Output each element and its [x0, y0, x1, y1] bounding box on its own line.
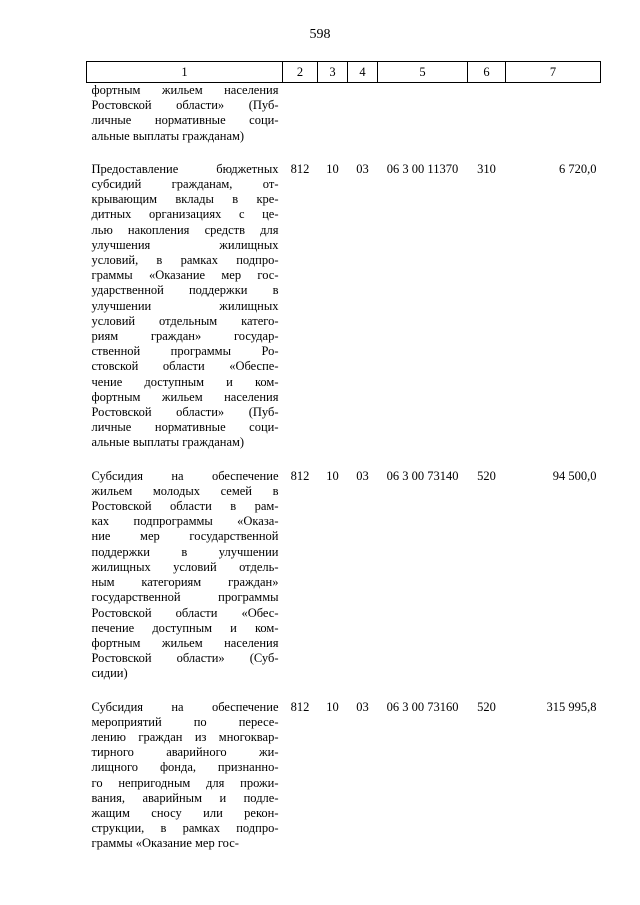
header-col-6: 6	[468, 62, 506, 83]
budget-table	[86, 61, 601, 852]
description-line: Субсидия на обеспечение	[91, 468, 279, 483]
table-body	[87, 83, 601, 852]
description-line: Ростовской области «Обес-	[91, 605, 279, 620]
cell-subsection-code: 03	[356, 468, 369, 483]
description-line: личные нормативные соци-	[91, 113, 279, 128]
row-description	[87, 83, 283, 144]
description-line: Ростовской области в рам-	[91, 499, 279, 514]
table-header-row	[87, 62, 601, 83]
cell-amount: 315 995,8	[546, 699, 597, 714]
description-line: чение доступным и ком-	[91, 374, 279, 389]
description-line: лению граждан из многоквар-	[91, 729, 279, 744]
description-line: условий, в рамках подпро-	[91, 253, 279, 268]
header-col-1: 1	[87, 62, 283, 83]
description-line: крывающим вклады в кре-	[91, 192, 279, 207]
description-line: стовской области «Обеспе-	[91, 359, 279, 374]
description-line: жильем молодых семей в	[91, 483, 279, 498]
description-line: лью накопления средств для	[91, 222, 279, 237]
description-line: субсидий гражданам, от-	[91, 177, 279, 192]
cell-section-code: 10	[326, 468, 339, 483]
description-line: фортным жильем населения	[91, 635, 279, 650]
cell-amount	[506, 83, 601, 144]
description-line: тирного аварийного жи-	[91, 745, 279, 760]
header-col-5: 5	[378, 62, 468, 83]
description-line: фортным жильем населения	[91, 83, 279, 97]
header-col-3: 3	[318, 62, 348, 83]
description-line: условий отдельным катего-	[91, 313, 279, 328]
description-line: Предоставление бюджетных	[91, 161, 279, 176]
description-line: жилищных условий отдель-	[91, 559, 279, 574]
page-number: 598	[309, 27, 331, 42]
table-row	[87, 700, 601, 852]
description-line: улучшения жилищных	[91, 237, 279, 252]
description-line: ственной программы Ро-	[91, 344, 279, 359]
table-row	[87, 469, 601, 682]
description-line: Субсидия на обеспечение	[91, 699, 279, 714]
cell-section-code: 10	[326, 699, 339, 714]
cell-subsection-code	[348, 83, 378, 144]
cell-target-article-code: 06 3 00 73160	[386, 699, 459, 714]
description-line: Ростовской области» (Пуб-	[91, 405, 279, 420]
cell-ministry-code	[283, 83, 318, 144]
cell-expense-type-code	[468, 83, 506, 144]
row-description	[87, 469, 283, 682]
description-line: улучшении жилищных	[91, 298, 279, 313]
description-line: ударственной поддержки в	[91, 283, 279, 298]
table-row	[87, 162, 601, 451]
description-line: жащим сносу или рекон-	[91, 805, 279, 820]
cell-amount: 94 500,0	[552, 468, 597, 483]
description-line: альные выплаты гражданам)	[91, 435, 245, 450]
cell-section-code	[318, 83, 348, 144]
description-line: Ростовской области» (Пуб-	[91, 98, 279, 113]
description-line: ным категориям граждан»	[91, 575, 279, 590]
cell-section-code: 10	[326, 161, 339, 176]
cell-subsection-code: 03	[356, 161, 369, 176]
row-spacer	[87, 451, 601, 469]
table-row	[87, 83, 601, 144]
description-line: поддержки в улучшении	[91, 544, 279, 559]
row-spacer	[87, 144, 601, 162]
description-line: ние мер государственной	[91, 529, 279, 544]
description-line: граммы «Оказание мер гос-	[91, 268, 279, 283]
cell-target-article-code	[378, 83, 468, 144]
description-line: граммы «Оказание мер гос-	[91, 836, 239, 851]
description-line: вания, аварийным и подле-	[91, 790, 279, 805]
description-line: альные выплаты гражданам)	[91, 128, 245, 143]
description-line: государственной программы	[91, 590, 279, 605]
description-line: сидии)	[91, 666, 128, 681]
description-line: риям граждан» государ-	[91, 329, 279, 344]
header-col-2: 2	[283, 62, 318, 83]
description-line: фортным жильем населения	[91, 389, 279, 404]
header-col-7: 7	[506, 62, 601, 83]
description-line: ках подпрограммы «Оказа-	[91, 514, 279, 529]
row-description	[87, 162, 283, 451]
row-description	[87, 700, 283, 852]
description-line: лищного фонда, признанно-	[91, 760, 279, 775]
description-line: личные нормативные соци-	[91, 420, 279, 435]
cell-ministry-code: 812	[290, 699, 310, 714]
cell-target-article-code: 06 3 00 11370	[386, 161, 459, 176]
cell-amount: 6 720,0	[559, 161, 597, 176]
description-line: го непригодным для прожи-	[91, 775, 279, 790]
header-col-4: 4	[348, 62, 378, 83]
cell-ministry-code: 812	[290, 161, 310, 176]
row-spacer	[87, 682, 601, 700]
description-line: Ростовской области» (Суб-	[91, 651, 279, 666]
cell-subsection-code: 03	[356, 699, 369, 714]
cell-expense-type-code: 520	[477, 699, 496, 714]
description-line: струкции, в рамках подпро-	[91, 821, 279, 836]
cell-ministry-code: 812	[290, 468, 310, 483]
description-line: дитных организациях с це-	[91, 207, 279, 222]
cell-expense-type-code: 520	[477, 468, 496, 483]
description-line: мероприятий по пересе-	[91, 714, 279, 729]
cell-expense-type-code: 310	[477, 161, 496, 176]
description-line: печение доступным и ком-	[91, 620, 279, 635]
cell-target-article-code: 06 3 00 73140	[386, 468, 459, 483]
